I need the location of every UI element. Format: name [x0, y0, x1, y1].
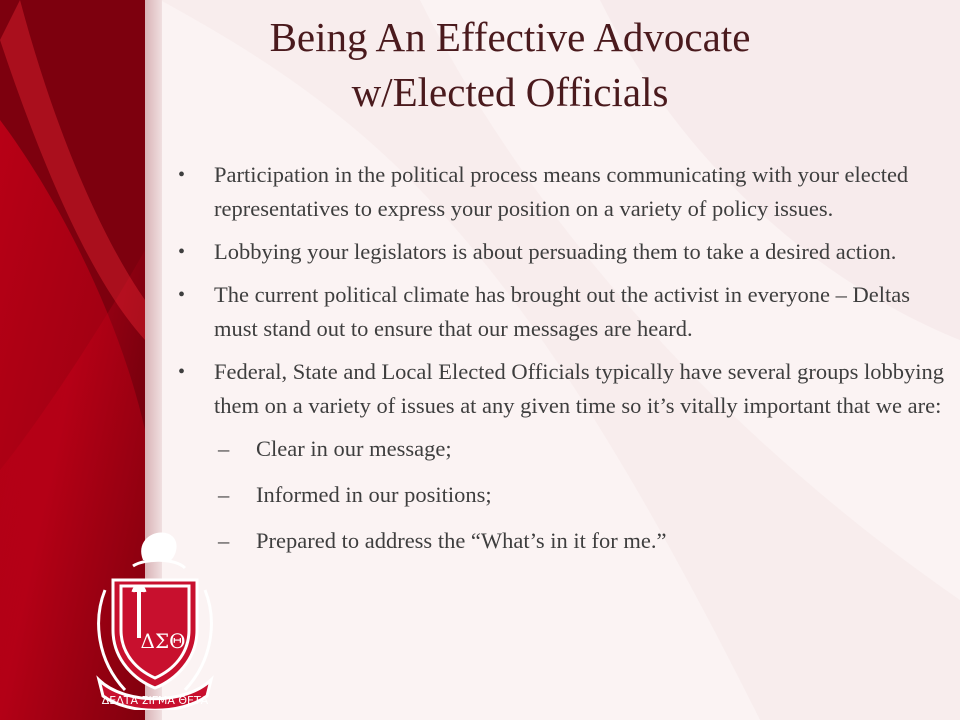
- title-line-2: w/Elected Officials: [351, 69, 669, 115]
- sub-bullet-marker: –: [218, 528, 230, 553]
- bullet-marker: •: [178, 361, 186, 383]
- bullet-item: [178, 278, 948, 346]
- sub-bullet-item: [178, 432, 948, 466]
- bullet-marker: •: [178, 284, 186, 306]
- sub-bullet-text: Informed in our positions;: [256, 482, 492, 507]
- sub-bullet-text: Prepared to address the “What’s in it for me.”: [256, 528, 667, 553]
- bullet-list: [178, 158, 948, 570]
- sub-bullet-item: [178, 524, 948, 558]
- bullet-text: Federal, State and Local Elected Officials typically have several groups lobbying them on a variety of issues at any given time so it’s vitally important that we are:: [214, 359, 944, 418]
- bullet-marker: •: [178, 241, 186, 263]
- bullet-item: [178, 355, 948, 423]
- bullet-text: Lobbying your legislators is about persuading them to take a desired action.: [214, 239, 897, 264]
- bullet-text: Participation in the political process means communicating with your elected representatives to express your position on a variety of policy issues.: [214, 162, 909, 221]
- bullet-marker: •: [178, 164, 186, 186]
- sub-bullet-text: Clear in our message;: [256, 436, 452, 461]
- bullet-item: [178, 235, 948, 269]
- title-line-1: Being An Effective Advocate: [269, 14, 751, 60]
- bullet-text: The current political climate has brought out the activist in everyone – Deltas must stand out to ensure that our messages are heard.: [214, 282, 911, 341]
- delta-sigma-theta-crest-icon: [85, 520, 225, 710]
- bullet-item: [178, 158, 948, 226]
- sub-bullet-marker: –: [218, 482, 230, 507]
- slide-title: [170, 10, 850, 120]
- sub-bullet-item: [178, 478, 948, 512]
- crest-motto: ΔΕΛΤΑ ΣΙΓΜΑ ΘΕΤΑ: [101, 694, 209, 707]
- crest-letters: ΔΣΘ: [140, 629, 186, 653]
- sub-bullet-marker: –: [218, 436, 230, 461]
